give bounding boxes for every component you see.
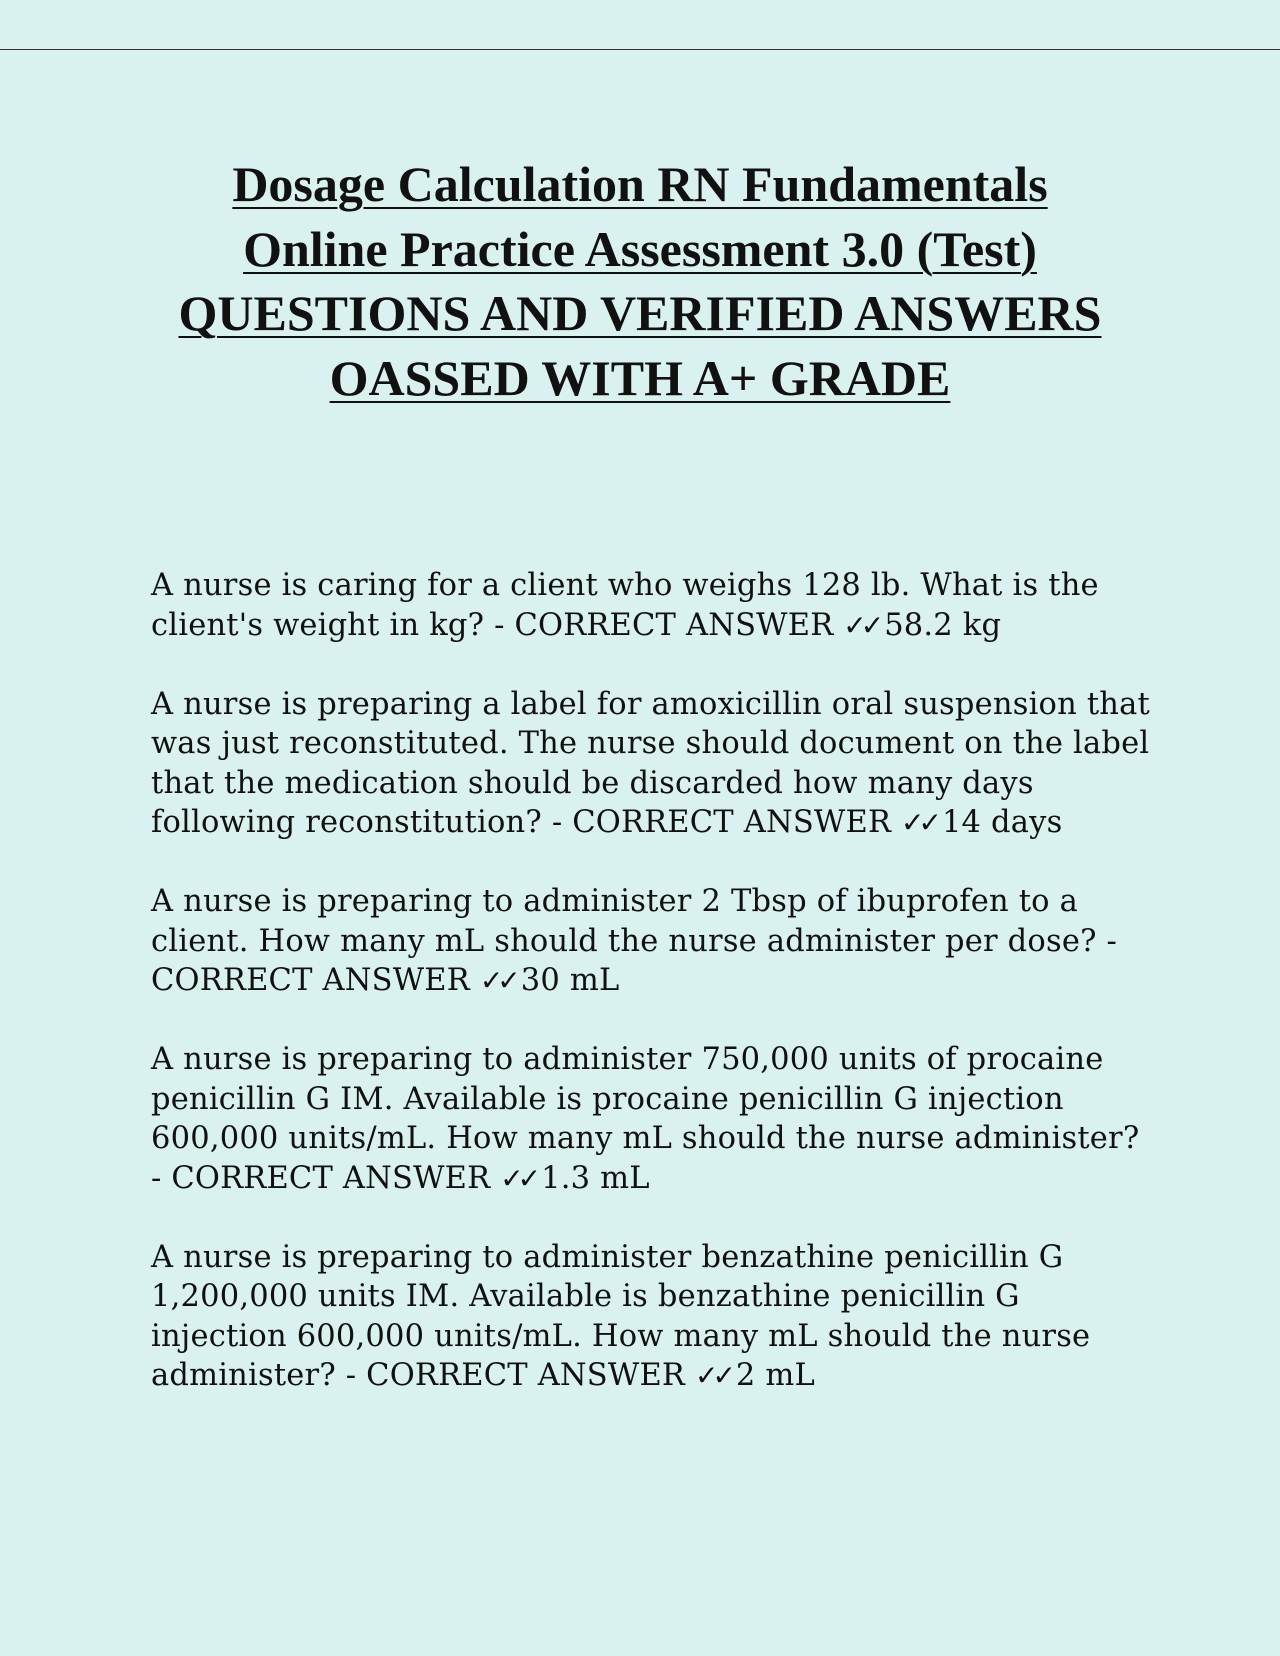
double-check-icon: ✓✓: [694, 1359, 730, 1392]
double-check-icon: ✓✓: [479, 964, 515, 997]
question-text: A nurse is preparing a label for amoxicillin oral suspension that was just reconstituted. The nurse should document on the label that the medication should be discarded how many days following reconstitution?: [151, 686, 1150, 840]
qa-item: [151, 882, 1151, 1001]
answer-text: 1.3 mL: [541, 1160, 650, 1196]
answer-marker: - CORRECT ANSWER: [494, 607, 834, 643]
double-check-icon: ✓✓: [901, 806, 936, 839]
question-text: A nurse is preparing to administer 750,000 units of procaine penicillin G IM. Available is procaine penicillin G injection 600,000 units/mL. How many mL should the nurse administer?: [151, 1042, 1140, 1156]
answer-text: 30 mL: [520, 963, 620, 998]
title-line-4: OASSED WITH A+ GRADE: [329, 349, 951, 406]
title-line-1: Dosage Calculation RN Fundamentals: [232, 156, 1048, 212]
question-text: A nurse is preparing to administer 2 Tbsp of ibuprofen to a client. How many mL should the nurse administer per dose?: [151, 884, 1097, 959]
answer-marker: - CORRECT ANSWER: [151, 923, 1118, 998]
answer-text: 58.2 kg: [884, 607, 1002, 643]
answer-text: 2 mL: [735, 1358, 815, 1393]
qa-item: [151, 1040, 1151, 1198]
double-check-icon: ✓✓: [843, 608, 879, 642]
title-line-3: QUESTIONS AND VERIFIED ANSWERS: [178, 285, 1102, 341]
question-answer-list: [151, 566, 1151, 1435]
answer-marker: - CORRECT ANSWER: [151, 1160, 491, 1196]
answer-text: 14 days: [941, 805, 1063, 840]
qa-item: [151, 566, 1151, 645]
answer-marker: - CORRECT ANSWER: [345, 1358, 686, 1393]
qa-item: [151, 685, 1151, 843]
answer-marker: - CORRECT ANSWER: [551, 805, 892, 840]
question-text: A nurse is caring for a client who weighs 128 lb. What is the client's weight in kg?: [151, 568, 1099, 643]
question-text: A nurse is preparing to administer benzathine penicillin G 1,200,000 units IM. Available is benzathine penicillin G injection 600,000 units/mL. How many mL should the nurse administer?: [151, 1239, 1091, 1393]
title-line-2: Online Practice Assessment 3.0 (Test): [243, 220, 1037, 277]
top-divider: [0, 49, 1280, 50]
document-title: [100, 152, 1180, 410]
qa-item: [151, 1238, 1151, 1396]
double-check-icon: ✓✓: [500, 1161, 536, 1195]
